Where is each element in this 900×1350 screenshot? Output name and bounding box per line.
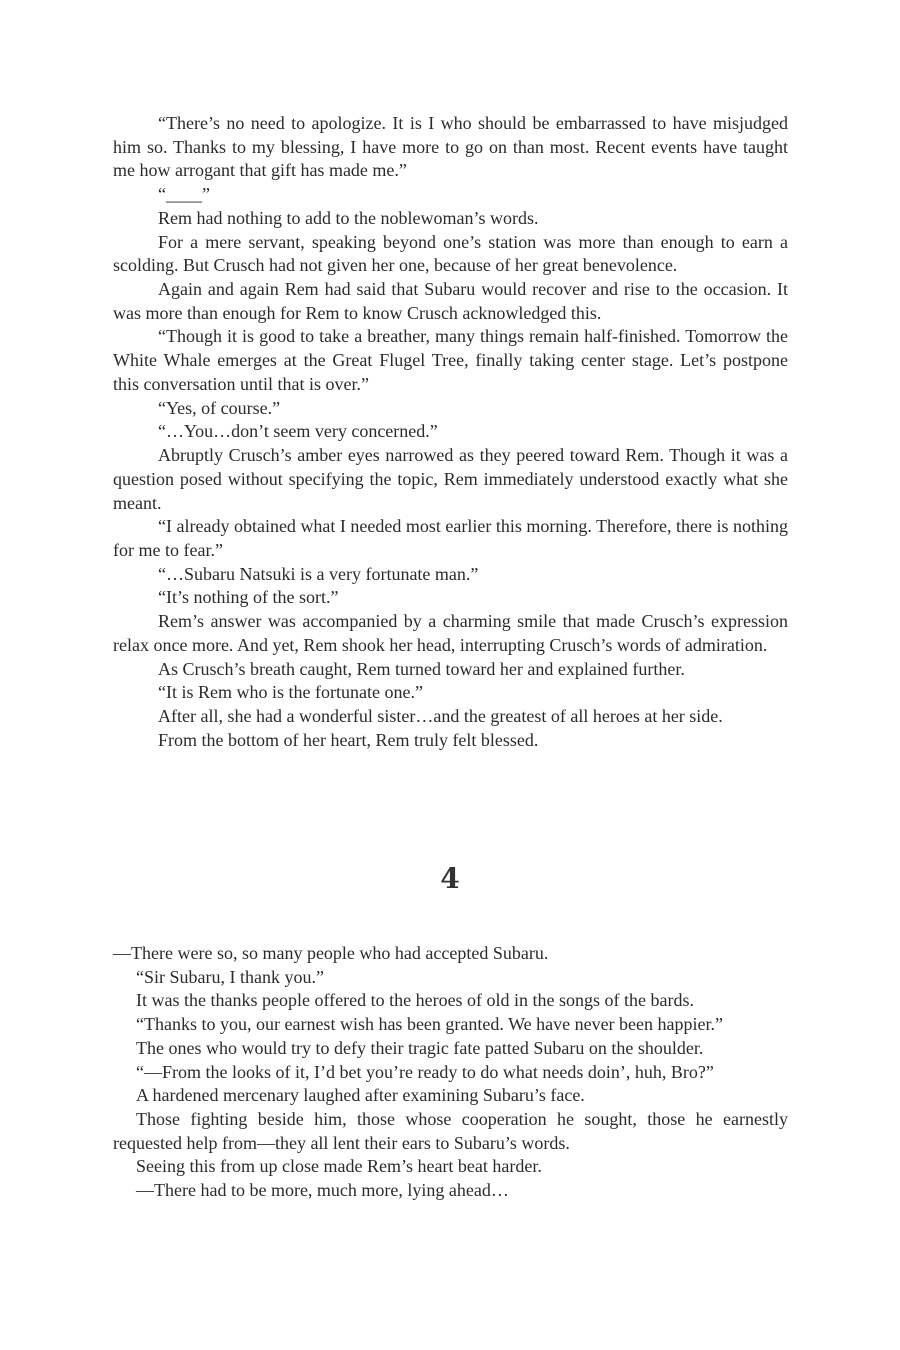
- paragraph: As Crusch’s breath caught, Rem turned toward her and explained further.: [158, 658, 685, 679]
- paragraph: “____”: [158, 184, 210, 205]
- paragraph: “It’s nothing of the sort.”: [158, 587, 339, 608]
- paragraph: Again and again Rem had said that Subaru would recover and rise to the occasion. It was more than enough for Rem to know Crusch acknowledged this.: [113, 279, 788, 323]
- paragraph: Seeing this from up close made Rem’s heart beat harder.: [136, 1156, 542, 1177]
- paragraph: “I already obtained what I needed most earlier this morning. Therefore, there is nothing for me to fear.”: [113, 516, 788, 560]
- paragraph: A hardened mercenary laughed after examining Subaru’s face.: [136, 1085, 585, 1106]
- paragraph: “There’s no need to apologize. It is I who should be embarrassed to have misjudged him so. Thanks to my blessing, I have more to go on than most. Recent events have taught me how arrogant that gift has made me.”: [113, 113, 788, 181]
- paragraph: “Thanks to you, our earnest wish has been granted. We have never been happier.”: [136, 1014, 724, 1035]
- paragraph: Abruptly Crusch’s amber eyes narrowed as they peered toward Rem. Though it was a question posed without specifying the topic, Rem immediately understood exactly what she meant.: [113, 445, 788, 513]
- paragraph: “…Subaru Natsuki is a very fortunate man.”: [158, 563, 479, 584]
- paragraph: Those fighting beside him, those whose cooperation he sought, those he earnestly requested help from—they all lent their ears to Subaru’s words.: [113, 1109, 788, 1153]
- paragraph: “Yes, of course.”: [158, 397, 281, 418]
- paragraph: For a mere servant, speaking beyond one’s station was more than enough to earn a scolding. But Crusch had not given her one, because of her great benevolence.: [113, 231, 788, 276]
- chapter-heading: 4: [440, 862, 460, 895]
- paragraph: After all, she had a wonderful sister…and the greatest of all heroes at her side.: [158, 705, 723, 726]
- paragraph: The ones who would try to defy their tragic fate patted Subaru on the shoulder.: [136, 1037, 704, 1058]
- section-1-text: [113, 112, 788, 752]
- paragraph: “—From the looks of it, I’d bet you’re ready to do what needs doin’, huh, Bro?”: [136, 1061, 714, 1082]
- paragraph: It was the thanks people offered to the heroes of old in the songs of the bards.: [136, 990, 695, 1011]
- paragraph: “Sir Subaru, I thank you.”: [136, 966, 324, 987]
- paragraph: Rem had nothing to add to the noblewoman’s words.: [158, 207, 539, 228]
- paragraph: “…You…don’t seem very concerned.”: [158, 421, 438, 442]
- paragraph: Rem’s answer was accompanied by a charming smile that made Crusch’s expression relax once more. And yet, Rem shook her head, interrupting Crusch’s words of admiration.: [113, 611, 788, 655]
- paragraph: “It is Rem who is the fortunate one.”: [158, 682, 423, 703]
- section-2-text: [113, 942, 788, 1203]
- paragraph: From the bottom of her heart, Rem truly felt blessed.: [158, 729, 539, 750]
- paragraph: —There were so, so many people who had accepted Subaru.: [113, 943, 549, 963]
- paragraph: “Though it is good to take a breather, many things remain half-finished. Tomorrow the White Whale emerges at the Great Flugel Tree, finally taking center stage. Let’s postpone this conversation until that is over.”: [113, 326, 788, 394]
- paragraph: —There had to be more, much more, lying ahead…: [136, 1180, 509, 1201]
